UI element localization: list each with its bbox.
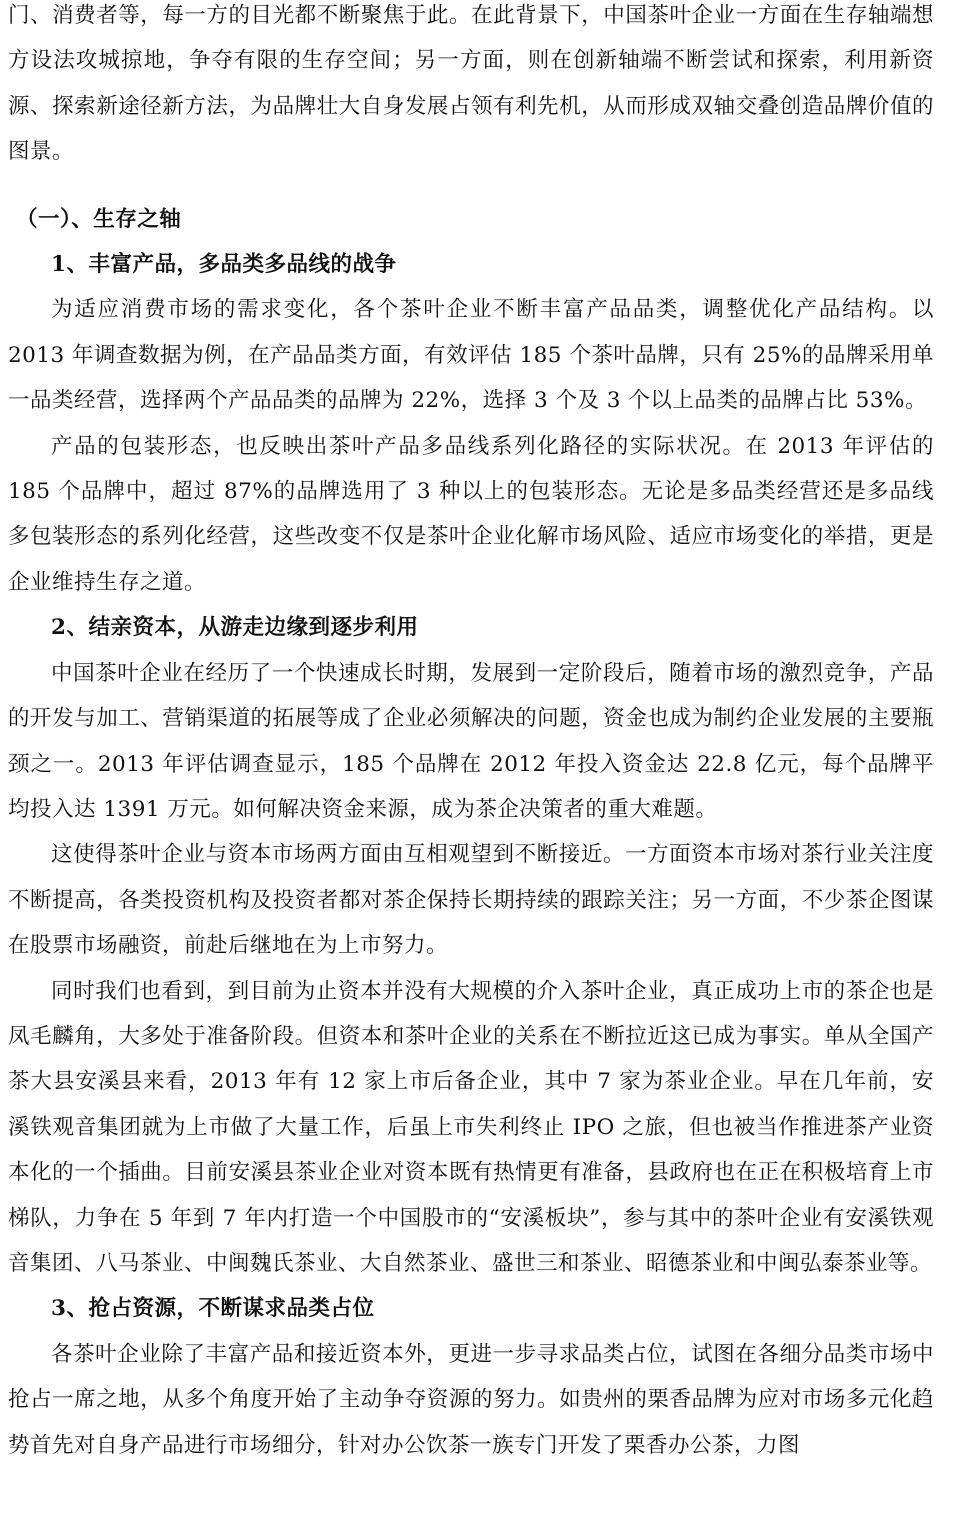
section-heading: （一）、生存之轴	[16, 206, 182, 232]
subsection-heading-2: 2、结亲资本，从游走边缘到逐步利用	[51, 615, 419, 641]
body-paragraph: 这使得茶叶企业与资本市场两方面由互相观望到不断接近。一方面资本市场对茶行业关注度不断提高，各类投资机构及投资者都对茶企保持长期持续的跟踪关注；另一方面，不少茶企图谋在股票市场融资，前赴后继地在为上市努力。	[8, 842, 934, 959]
subsection-heading-3: 3、抢占资源，不断谋求品类占位	[51, 1296, 375, 1322]
body-paragraph: 各茶叶企业除了丰富产品和接近资本外，更进一步寻求品类占位，试图在各细分品类市场中抢占一席之地，从多个角度开始了主动争夺资源的努力。如贵州的栗香品牌为应对市场多元化趋势首先对自身产品进行市场细分，针对办公饮茶一族专门开发了栗香办公茶，力图	[8, 1341, 934, 1458]
subsection-heading-1: 1、丰富产品，多品类多品线的战争	[51, 252, 397, 278]
body-paragraph: 产品的包装形态，也反映出茶叶产品多品线系列化路径的实际状况。在 2013 年评估的185 个品牌中，超过 87%的品牌选用了 3 种以上的包装形态。无论是多品类经营还是多品线多包装形态的系列化经营，这些改变不仅是茶叶企业化解市场风险、适应市场变化的举措，更是企业维持生存之道。	[8, 433, 934, 595]
section-gap	[8, 175, 934, 197]
intro-paragraph: 门、消费者等，每一方的目光都不断聚焦于此。在此背景下，中国茶叶企业一方面在生存轴端想方设法攻城掠地，争夺有限的生存空间；另一方面，则在创新轴端不断尝试和探索，利用新资源、探索新途径新方法，为品牌壮大自身发展占领有利先机，从而形成双轴交叠创造品牌价值的图景。	[8, 3, 934, 165]
body-paragraph: 中国茶叶企业在经历了一个快速成长时期，发展到一定阶段后，随着市场的激烈竞争，产品的开发与加工、营销渠道的拓展等成了企业必须解决的问题，资金也成为制约企业发展的主要瓶颈之一。2013 年评估调查显示，185 个品牌在 2012 年投入资金达 22.8 亿元，每个品牌平均投入达 1391 万元。如何解决资金来源，成为茶企决策者的重大难题。	[8, 660, 934, 822]
body-paragraph: 为适应消费市场的需求变化，各个茶叶企业不断丰富产品品类，调整优化产品结构。以2013 年调查数据为例，在产品品类方面，有效评估 185 个茶叶品牌，只有 25%的品牌采用单一品类经营，选择两个产品品类的品牌为 22%，选择 3 个及 3 个以上品类的品牌占比 53%。	[8, 297, 934, 414]
body-paragraph: 同时我们也看到，到目前为止资本并没有大规模的介入茶叶企业，真正成功上市的茶企也是凤毛麟角，大多处于准备阶段。但资本和茶叶企业的关系在不断拉近这已成为事实。单从全国产茶大县安溪县来看，2013 年有 12 家上市后备企业，其中 7 家为茶业企业。早在几年前，安溪铁观音集团就为上市做了大量工作，后虽上市失利终止 IPO 之旅，但也被当作推进茶产业资本化的一个插曲。目前安溪县茶业企业对资本既有热情更有准备，县政府也在正在积极培育上市梯队，力争在 5 年到 7 年内打造一个中国股市的“安溪板块”，参与其中的茶叶企业有安溪铁观音集团、八马茶业、中闽魏氏茶业、大自然茶业、盛世三和茶业、昭德茶业和中闽弘泰茶业等。	[8, 978, 934, 1276]
